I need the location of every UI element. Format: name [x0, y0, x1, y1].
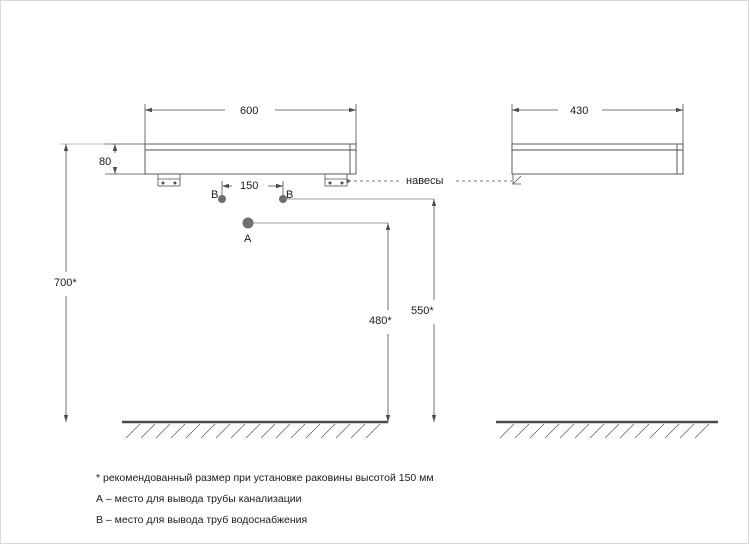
- floor-left: [122, 422, 388, 438]
- hangers-leader-dot: [346, 179, 349, 182]
- callout-point-b-right: В: [286, 189, 294, 201]
- dimension-label-80: 80: [99, 156, 112, 168]
- dimension-label-700: 700*: [54, 277, 77, 289]
- legend-line-3: В – место для вывода труб водоснабжения: [96, 514, 308, 526]
- cabinet-front-body: [145, 144, 356, 174]
- callout-hangers: навесы: [406, 175, 444, 187]
- hanger-bracket-right: [325, 174, 347, 186]
- dimension-430: [512, 104, 683, 150]
- dimension-label-480: 480*: [369, 315, 392, 327]
- dimension-label-430: 430: [570, 105, 589, 117]
- hanger-bracket-left: [158, 174, 180, 186]
- floor-right: [496, 422, 718, 438]
- dimension-label-550: 550*: [411, 305, 434, 317]
- legend-line-2: А – место для вывода трубы канализации: [96, 493, 302, 505]
- legend-line-1: * рекомендованный размер при установке раковины высотой 150 мм: [96, 472, 434, 484]
- dimension-label-600: 600: [240, 105, 259, 117]
- callout-point-b-left: В: [211, 189, 219, 201]
- point-b-left-marker: [218, 195, 226, 203]
- dimension-label-150: 150: [240, 180, 259, 192]
- cabinet-side-body: [512, 144, 683, 174]
- callout-point-a: А: [244, 233, 252, 245]
- hanger-bracket-side: [513, 174, 521, 184]
